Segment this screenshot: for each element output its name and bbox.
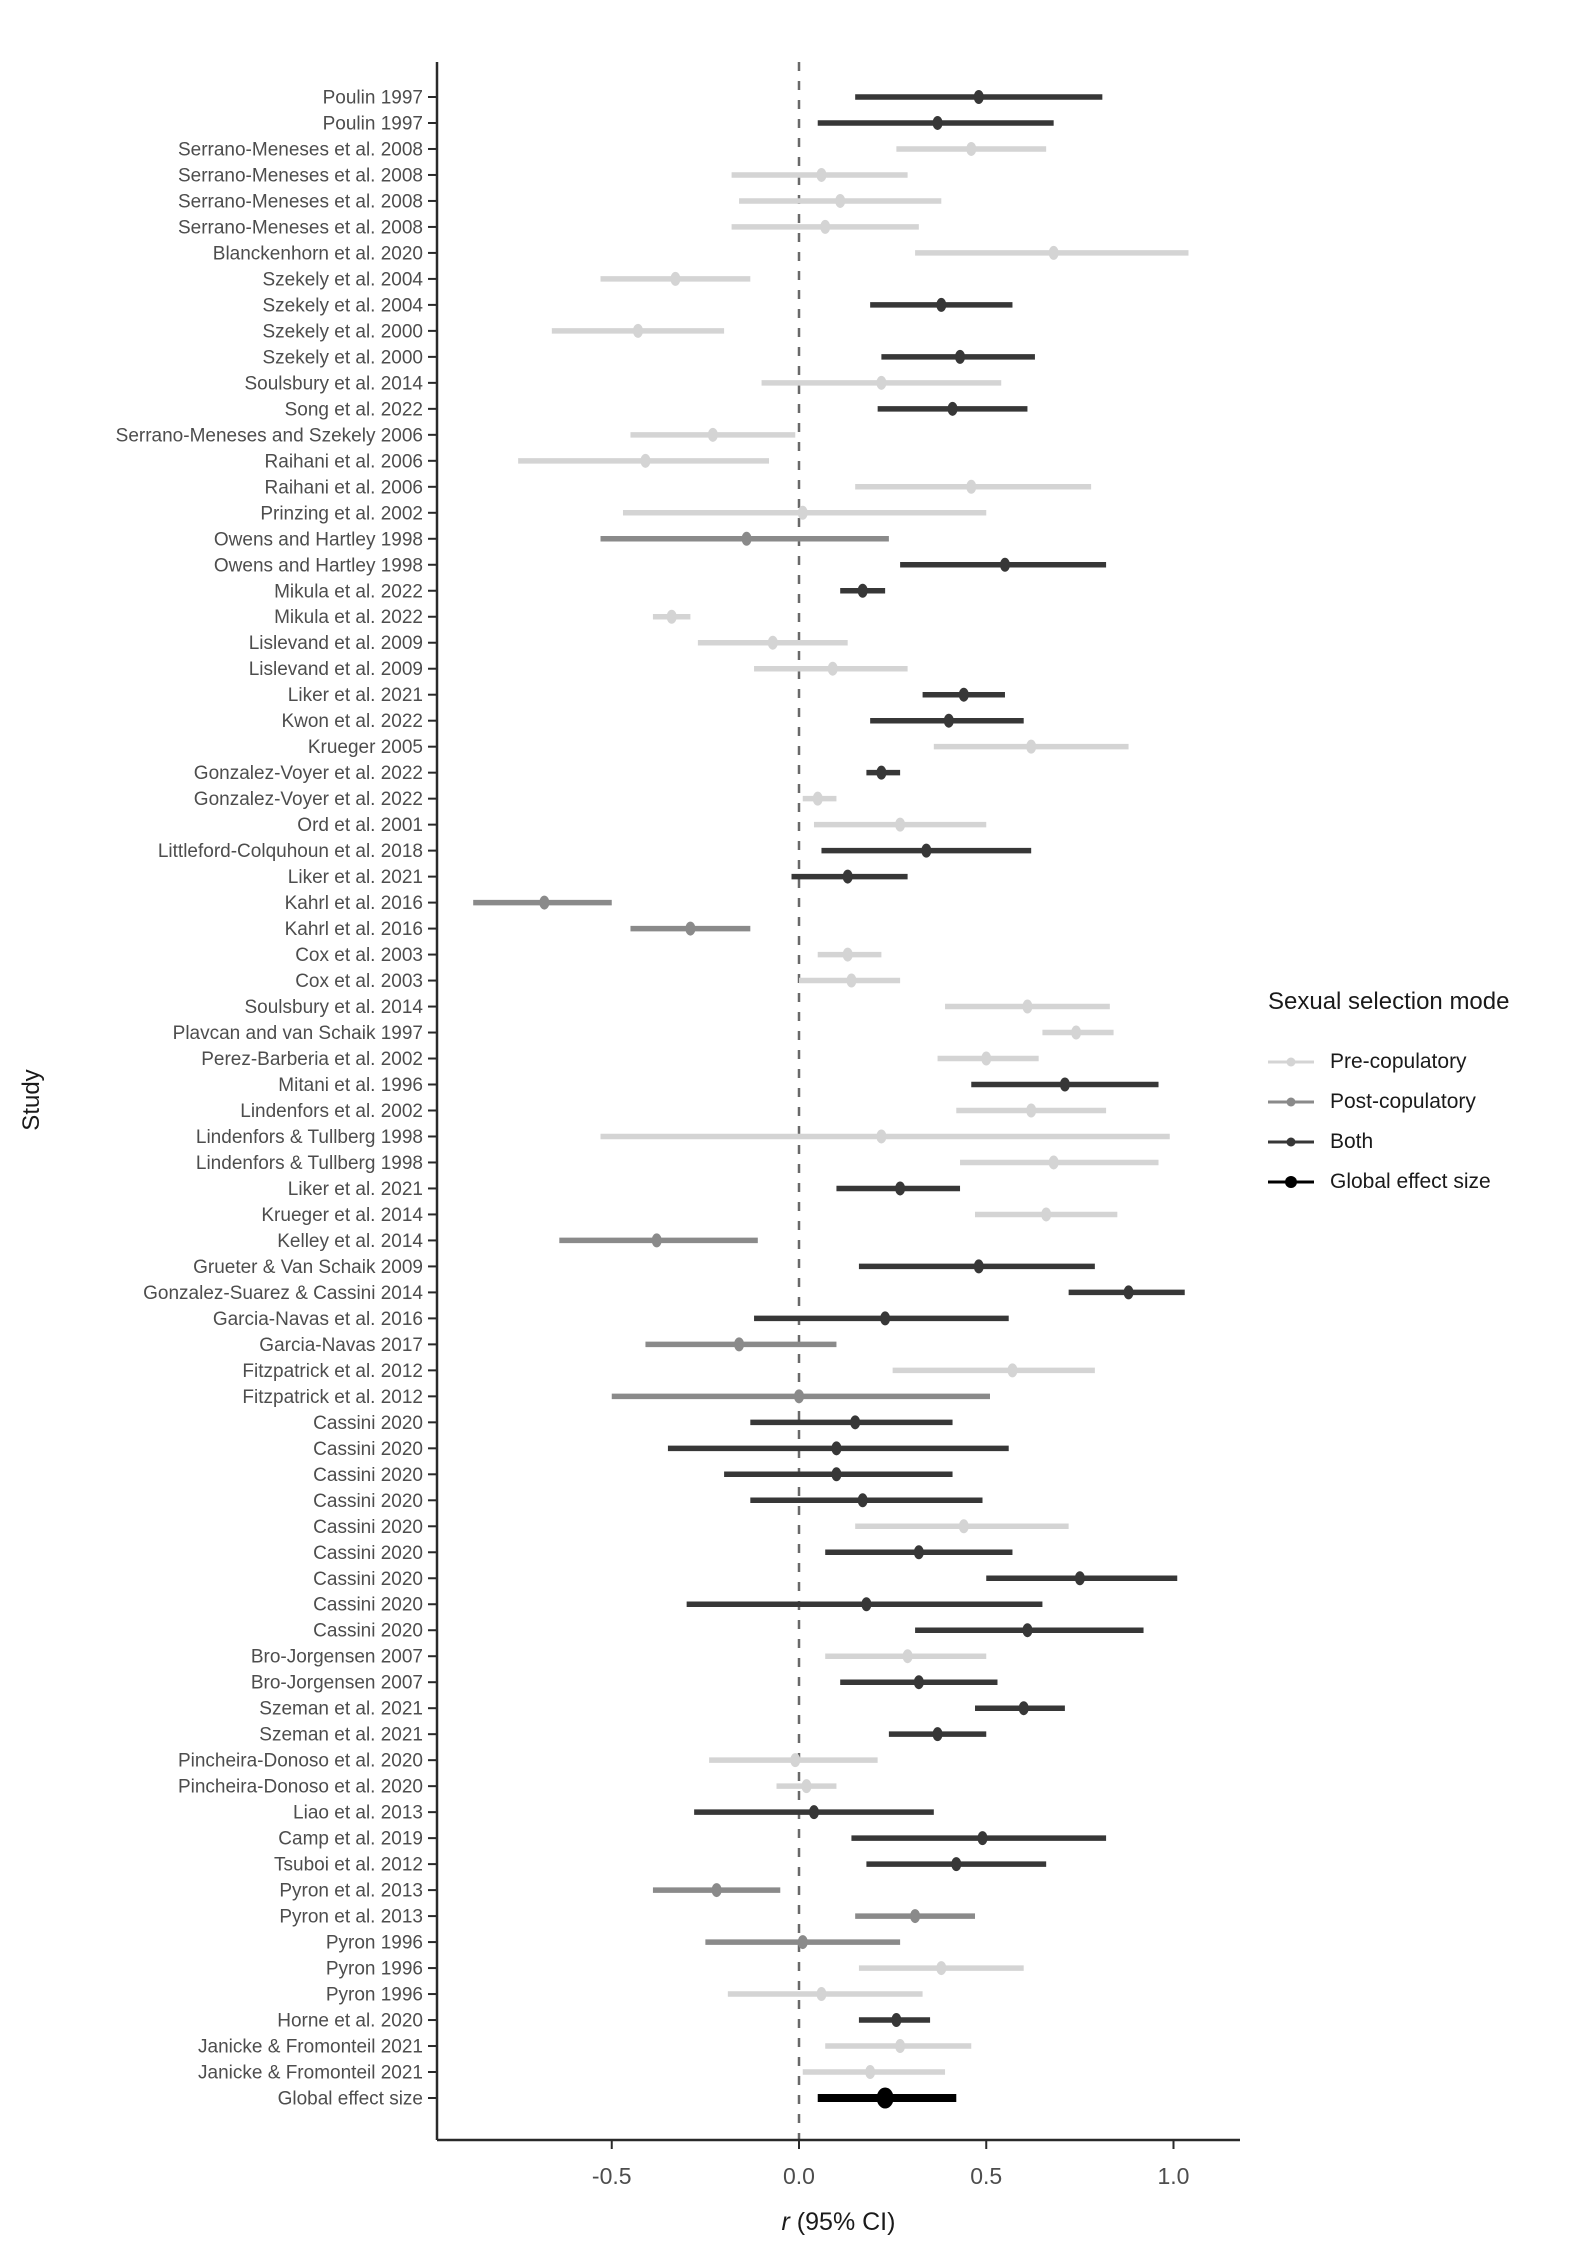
study-label: Tsuboi et al. 2012: [274, 1854, 423, 1876]
study-label: Pyron et al. 2013: [279, 1906, 423, 1928]
study-label: Krueger 2005: [307, 737, 423, 759]
study-label: Prinzing et al. 2002: [260, 503, 423, 525]
point-estimate: [1075, 1571, 1085, 1585]
study-label: Liao et al. 2013: [293, 1802, 423, 1824]
study-label: Fitzpatrick et al. 2012: [242, 1386, 423, 1408]
legend-entry: [1268, 1042, 1509, 1082]
study-label: Plavcan and van Schaik 1997: [172, 1023, 423, 1045]
study-label: Cox et al. 2003: [295, 971, 423, 993]
point-estimate: [816, 1987, 826, 2001]
study-label: Mikula et al. 2022: [274, 607, 423, 629]
legend-entry-label: Global effect size: [1330, 1170, 1491, 1193]
point-estimate: [1022, 1000, 1032, 1014]
study-label: Gonzalez-Voyer et al. 2022: [193, 789, 423, 811]
study-label: Perez-Barberia et al. 2002: [201, 1049, 423, 1071]
study-label: Owens and Hartley 1998: [213, 529, 423, 551]
study-label: Camp et al. 2019: [278, 1828, 423, 1850]
point-estimate: [1049, 1155, 1059, 1169]
study-label: Cassini 2020: [313, 1620, 423, 1642]
point-estimate: [1041, 1207, 1051, 1221]
study-label: Liker et al. 2021: [287, 685, 423, 707]
study-label: Cox et al. 2003: [295, 945, 423, 967]
legend-entry-label: Both: [1330, 1130, 1374, 1153]
study-label: Serrano-Meneses and Szekely 2006: [115, 425, 423, 447]
study-label: Lislevand et al. 2009: [248, 633, 423, 655]
point-estimate: [712, 1883, 722, 1897]
study-label: Soulsbury et al. 2014: [244, 373, 423, 395]
point-estimate: [914, 1675, 924, 1689]
study-label: Cassini 2020: [313, 1542, 423, 1564]
study-label: Garcia-Navas et al. 2016: [212, 1308, 423, 1330]
point-estimate: [798, 506, 808, 520]
point-estimate: [974, 1259, 984, 1273]
study-label: Szekely et al. 2000: [262, 347, 423, 369]
legend-point-range-icon: [1268, 1095, 1314, 1109]
point-estimate: [1124, 1285, 1134, 1299]
point-estimate: [865, 2065, 875, 2079]
study-label: Cassini 2020: [313, 1464, 423, 1486]
point-estimate: [835, 194, 845, 208]
point-estimate: [801, 1779, 811, 1793]
point-estimate: [1022, 1623, 1032, 1637]
study-label: Soulsbury et al. 2014: [244, 997, 423, 1019]
study-label: Blanckenhorn et al. 2020: [212, 243, 423, 265]
study-label: Littleford-Colquhoun et al. 2018: [157, 841, 423, 863]
study-label: Lindenfors & Tullberg 1998: [195, 1152, 423, 1174]
point-estimate: [1026, 740, 1036, 754]
legend-entries: [1268, 1042, 1509, 1202]
study-label: Szekely et al. 2004: [262, 269, 423, 291]
point-estimate: [652, 1233, 662, 1247]
study-label: Gonzalez-Voyer et al. 2022: [193, 763, 423, 785]
point-estimate: [831, 1467, 841, 1481]
study-label: Cassini 2020: [313, 1412, 423, 1434]
legend-point-range-icon: [1268, 1175, 1314, 1189]
point-estimate: [1007, 1363, 1017, 1377]
point-estimate: [813, 792, 823, 806]
point-estimate: [955, 350, 965, 364]
legend-entry-label: Pre-copulatory: [1330, 1050, 1467, 1073]
point-estimate: [895, 2039, 905, 2053]
point-estimate: [1026, 1103, 1036, 1117]
point-estimate: [910, 1909, 920, 1923]
point-estimate: [876, 766, 886, 780]
point-estimate: [708, 428, 718, 442]
study-label: Fitzpatrick et al. 2012: [242, 1360, 423, 1382]
legend-entry-label: Post-copulatory: [1330, 1090, 1476, 1113]
study-label: Pincheira-Donoso et al. 2020: [177, 1750, 423, 1772]
x-tick-label: -0.5: [591, 2163, 632, 2189]
point-estimate: [858, 1493, 868, 1507]
study-label: Kwon et al. 2022: [281, 711, 423, 733]
study-label: Bro-Jorgensen 2007: [250, 1672, 423, 1694]
study-label: Lindenfors et al. 2002: [240, 1100, 423, 1122]
point-estimate: [820, 220, 830, 234]
x-axis-title: r (95% CI): [781, 2208, 896, 2236]
point-estimate: [880, 1311, 890, 1325]
point-estimate: [539, 896, 549, 910]
point-estimate: [876, 376, 886, 390]
point-estimate: [951, 1857, 961, 1871]
point-estimate: [640, 454, 650, 468]
point-estimate: [1019, 1701, 1029, 1715]
point-estimate: [895, 818, 905, 832]
study-label: Poulin 1997: [322, 113, 423, 135]
study-label: Lislevand et al. 2009: [248, 659, 423, 681]
study-label: Raihani et al. 2006: [264, 451, 423, 473]
study-label: Krueger et al. 2014: [261, 1204, 423, 1226]
point-estimate: [667, 610, 677, 624]
legend-point-range-icon: [1268, 1135, 1314, 1149]
study-label: Kahrl et al. 2016: [284, 919, 423, 941]
study-label: Pyron 1996: [325, 1984, 423, 2006]
point-estimate: [858, 584, 868, 598]
study-label: Cassini 2020: [313, 1438, 423, 1460]
point-estimate: [877, 2088, 894, 2109]
point-estimate: [816, 168, 826, 182]
point-estimate: [742, 532, 752, 546]
point-estimate: [846, 974, 856, 988]
y-axis-title: Study: [18, 1069, 45, 1131]
point-estimate: [633, 324, 643, 338]
point-estimate: [876, 1129, 886, 1143]
study-label: Serrano-Meneses et al. 2008: [177, 191, 423, 213]
point-estimate: [1071, 1026, 1081, 1040]
point-estimate: [734, 1337, 744, 1351]
study-label: Janicke & Fromonteil 2021: [198, 2062, 423, 2084]
study-label: Pyron et al. 2013: [279, 1880, 423, 1902]
point-estimate: [974, 90, 984, 104]
point-estimate: [948, 402, 958, 416]
point-estimate: [798, 1935, 808, 1949]
point-estimate: [1049, 246, 1059, 260]
study-label: Horne et al. 2020: [277, 2010, 423, 2032]
study-label: Garcia-Navas 2017: [259, 1334, 423, 1356]
x-tick-label: 0.5: [970, 2163, 1003, 2189]
point-estimate: [978, 1831, 988, 1845]
point-estimate: [670, 272, 680, 286]
point-estimate: [790, 1753, 800, 1767]
x-tick-label: 1.0: [1157, 2163, 1190, 2189]
point-estimate: [891, 2013, 901, 2027]
point-estimate: [1000, 558, 1010, 572]
point-estimate: [685, 922, 695, 936]
point-estimate: [936, 1961, 946, 1975]
point-estimate: [843, 870, 853, 884]
study-label: Bro-Jorgensen 2007: [250, 1646, 423, 1668]
study-label: Owens and Hartley 1998: [213, 555, 423, 577]
legend-entry: [1268, 1082, 1509, 1122]
legend-entry: [1268, 1122, 1509, 1162]
point-estimate: [933, 116, 943, 130]
legend-title: Sexual selection mode: [1268, 988, 1510, 1015]
study-label: Szekely et al. 2000: [262, 321, 423, 343]
study-label: Raihani et al. 2006: [264, 477, 423, 499]
study-label: Liker et al. 2021: [287, 867, 423, 889]
point-estimate: [768, 636, 778, 650]
point-estimate: [903, 1649, 913, 1663]
study-label: Global effect size: [277, 2088, 423, 2110]
study-label: Cassini 2020: [313, 1594, 423, 1616]
study-label: Szekely et al. 2004: [262, 295, 423, 317]
point-estimate: [921, 844, 931, 858]
study-label: Pyron 1996: [325, 1932, 423, 1954]
point-estimate: [828, 662, 838, 676]
study-label: Pincheira-Donoso et al. 2020: [177, 1776, 423, 1798]
study-label: Ord et al. 2001: [297, 815, 423, 837]
point-estimate: [936, 298, 946, 312]
point-estimate: [861, 1597, 871, 1611]
legend-point-range-icon: [1268, 1055, 1314, 1069]
study-label: Grueter & Van Schaik 2009: [193, 1256, 423, 1278]
point-estimate: [831, 1441, 841, 1455]
study-label: Szeman et al. 2021: [259, 1724, 423, 1746]
study-label: Song et al. 2022: [284, 399, 423, 421]
point-estimate: [895, 1181, 905, 1195]
study-label: Lindenfors & Tullberg 1998: [195, 1126, 423, 1148]
point-estimate: [933, 1727, 943, 1741]
point-estimate: [794, 1389, 804, 1403]
study-label: Kahrl et al. 2016: [284, 893, 423, 915]
study-label: Poulin 1997: [322, 87, 423, 109]
study-label: Kelley et al. 2014: [277, 1230, 423, 1252]
point-estimate: [843, 948, 853, 962]
study-label: Gonzalez-Suarez & Cassini 2014: [143, 1282, 423, 1304]
study-label: Mitani et al. 1996: [278, 1075, 423, 1097]
point-estimate: [966, 142, 976, 156]
study-label: Pyron 1996: [325, 1958, 423, 1980]
point-estimate: [981, 1052, 991, 1066]
legend-entry: [1268, 1162, 1509, 1202]
study-label: Cassini 2020: [313, 1516, 423, 1538]
study-label: Serrano-Meneses et al. 2008: [177, 217, 423, 239]
point-estimate: [966, 480, 976, 494]
study-label: Cassini 2020: [313, 1568, 423, 1590]
x-tick-label: 0.0: [783, 2163, 815, 2189]
study-label: Cassini 2020: [313, 1490, 423, 1512]
point-estimate: [944, 714, 954, 728]
study-label: Mikula et al. 2022: [274, 581, 423, 603]
point-estimate: [850, 1415, 860, 1429]
study-label: Szeman et al. 2021: [259, 1698, 423, 1720]
point-estimate: [959, 688, 969, 702]
study-label: Serrano-Meneses et al. 2008: [177, 139, 423, 161]
legend: [1268, 988, 1509, 1202]
point-estimate: [914, 1545, 924, 1559]
study-label: Janicke & Fromonteil 2021: [198, 2036, 423, 2058]
study-label: Serrano-Meneses et al. 2008: [177, 165, 423, 187]
study-label: Liker et al. 2021: [287, 1178, 423, 1200]
point-estimate: [809, 1805, 819, 1819]
point-estimate: [1060, 1078, 1070, 1092]
point-estimate: [959, 1519, 969, 1533]
